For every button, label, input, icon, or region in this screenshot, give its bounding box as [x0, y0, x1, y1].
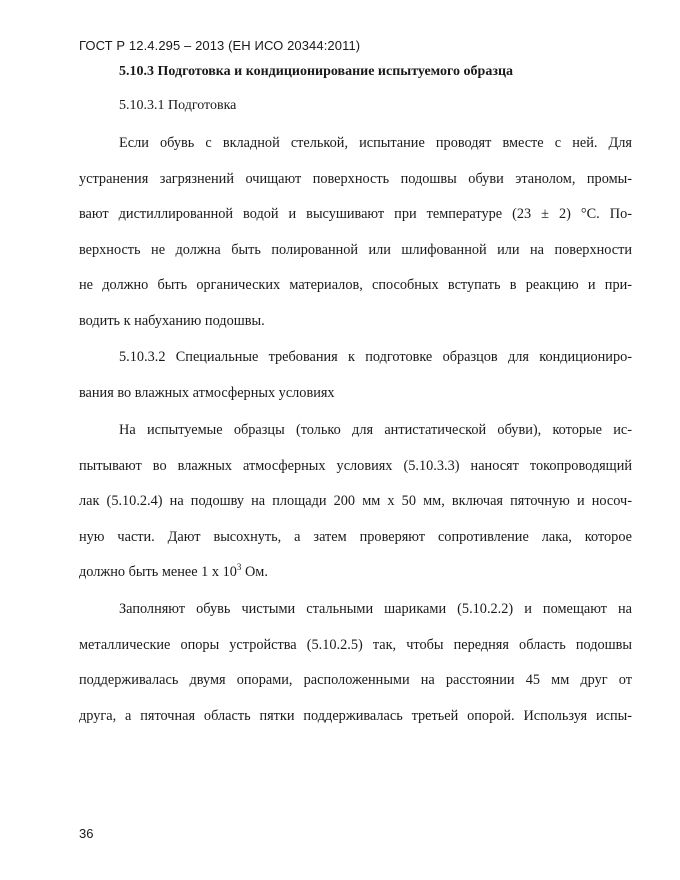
- text-line: На испытуемые образцы (только для антистатической обуви), которые ис-: [119, 422, 632, 438]
- paragraph-preparation: [79, 126, 632, 339]
- text-line: пытывают во влажных атмосферных условиях (5.10.3.3) наносят токопроводящий: [79, 457, 632, 474]
- text-line: поддерживалась двумя опорами, расположенными на расстоянии 45 мм друг от: [79, 672, 632, 688]
- text-line: устранения загрязнений очищают поверхность подошвы обуви этанолом, промы-: [79, 170, 632, 187]
- text-line: верхность не должна быть полированной или шлифованной или на поверхности: [79, 241, 632, 258]
- paragraph-special-requirements: [79, 340, 632, 411]
- resistance-text: должно быть менее 1 х 10: [79, 564, 237, 580]
- text-line-resistance: [79, 555, 632, 591]
- page-number: 36: [79, 826, 94, 841]
- resistance-unit: Ом.: [241, 564, 268, 580]
- exponent: 3: [236, 562, 242, 572]
- text-line: Если обувь с вкладной стелькой, испытание проводят вместе с ней. Для: [119, 135, 632, 151]
- text-line: лак (5.10.2.4) на подошву на площади 200 мм х 50 мм, включая пяточную и носоч-: [79, 493, 632, 509]
- text-line: металлические опоры устройства (5.10.2.5) так, чтобы передняя область подошвы: [79, 636, 632, 653]
- subsection-title: 5.10.3.1 Подготовка: [119, 98, 237, 113]
- text-line: 5.10.3.2 Специальные требования к подготовке образцов для кондициониро-: [119, 349, 632, 365]
- text-line: Заполняют обувь чистыми стальными шариками (5.10.2.2) и помещают на: [119, 601, 632, 617]
- text-line: ную части. Дают высохнуть, а затем проверяют сопротивление лака, которое: [79, 528, 632, 545]
- text-line: вания во влажных атмосферных условиях: [79, 384, 335, 401]
- text-line: не должно быть органических материалов, способных вступать в реакцию и при-: [79, 277, 632, 293]
- section-title: 5.10.3 Подготовка и кондиционирование испытуемого образца: [119, 64, 514, 79]
- text-line: друга, а пяточная область пятки поддерживалась третьей опорой. Используя испы-: [79, 707, 632, 724]
- document-header: ГОСТ Р 12.4.295 – 2013 (ЕН ИСО 20344:2011): [79, 38, 361, 53]
- text-line: вают дистиллированной водой и высушивают при температуре (23 ± 2) °С. По-: [79, 206, 632, 222]
- text-line: водить к набуханию подошвы.: [79, 312, 265, 329]
- paragraph-steel-balls: [79, 592, 632, 734]
- paragraph-varnish: [79, 413, 632, 591]
